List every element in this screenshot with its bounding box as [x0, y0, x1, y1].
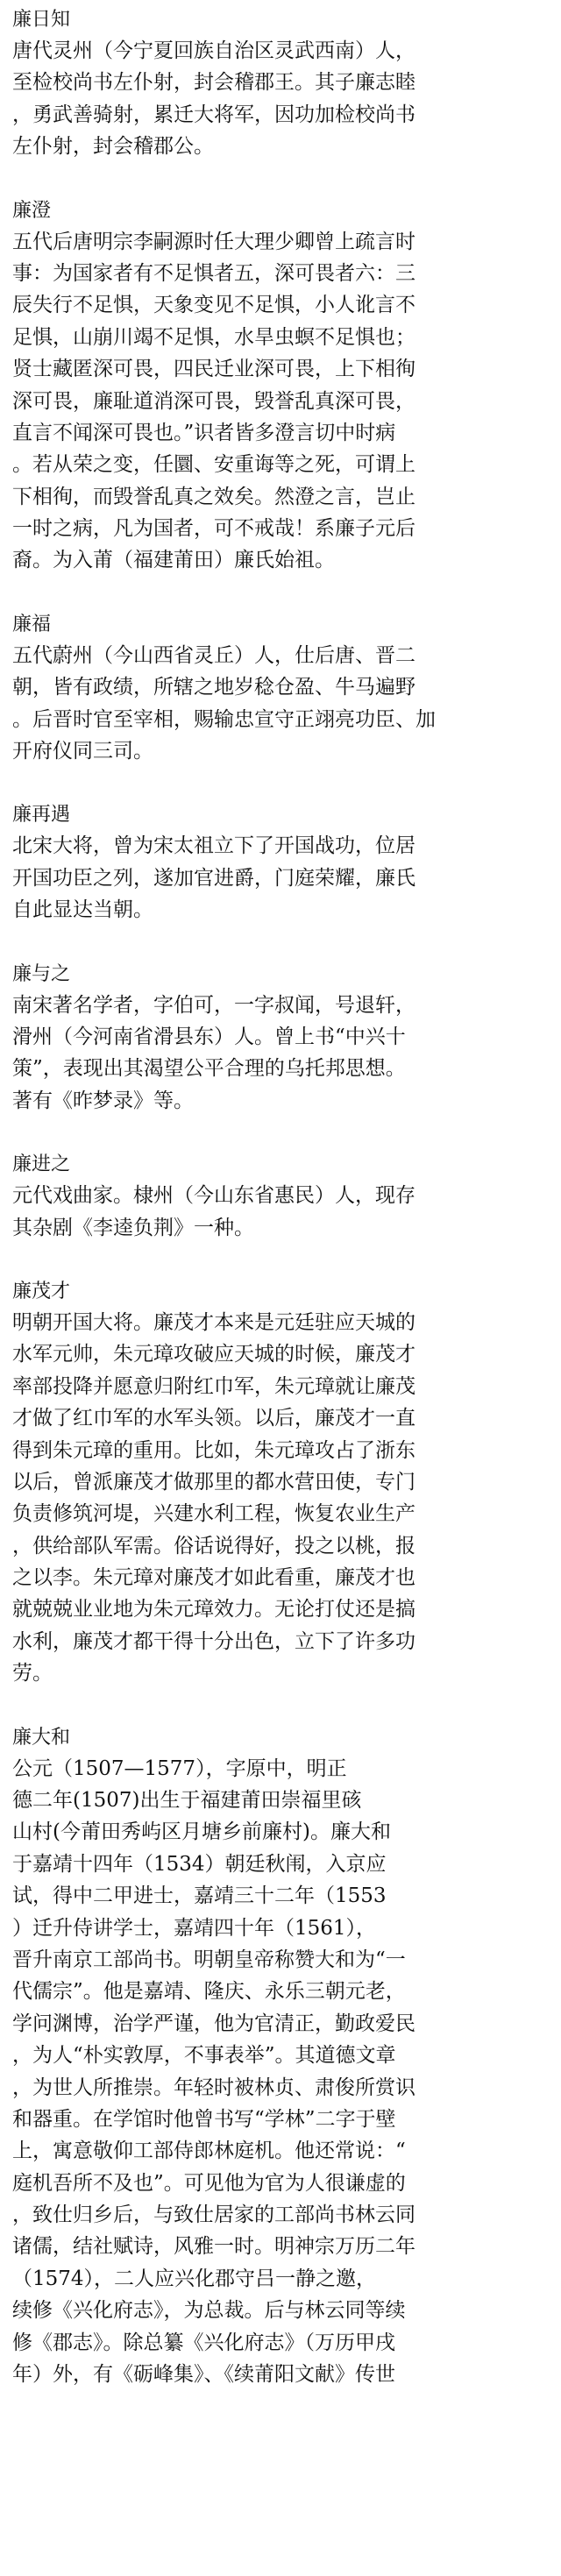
text-line: 明朝开国大将。廉茂才本来是元廷驻应天城的 [12, 1310, 415, 1334]
biography-entry [12, 1725, 547, 2391]
text-line: 贤士藏匿深可畏，四民迁业深可畏，上下相徇 [12, 358, 415, 381]
text-line: 代儒宗”。他是嘉靖、隆庆、永乐三朝元老， [12, 1980, 406, 2004]
text-line: 水军元帅，朱元璋攻破应天城的时候，廉茂才 [12, 1343, 415, 1366]
person-name: 廉进之 [12, 1153, 71, 1176]
text-line: 得到朱元璋的重用。比如，朱元璋攻占了浙东 [12, 1438, 415, 1462]
text-line: 才做了红巾军的水军头领。以后，廉茂才一直 [12, 1407, 415, 1430]
text-line: ，致仕归乡后，与致仕居家的工部尚书林云同 [12, 2203, 415, 2227]
text-line: 事：为国家者有不足惧者五，深可畏者六：三 [12, 261, 415, 285]
text-line: 开国功臣之列，遂加官进爵，门庭荣耀，廉氏 [12, 866, 415, 890]
text-line: ，为人“朴实敦厚，不事表举”。其道德文章 [12, 2044, 396, 2068]
text-line: 庭机吾所不及也”。可见他为官为人很谦虚的 [12, 2171, 406, 2195]
text-line: 学问渊博，治学严谨，他为官清正，勤政爱民 [12, 2012, 415, 2035]
biography-entry [12, 1279, 547, 1690]
person-name: 廉澄 [12, 199, 52, 222]
text-line: 其杂剧《李逵负荆》一种。 [12, 1216, 254, 1239]
entry-spacer [12, 1244, 547, 1279]
text-line: 试，得中二甲进士，嘉靖三十二年（1553 [12, 1884, 387, 1908]
text-line: 深可畏，廉耻道消深可畏，毁誉乱真深可畏， [12, 389, 415, 413]
text-line: 劳。 [12, 1662, 53, 1685]
text-line: 山村(今莆田秀屿区月塘乡前廉村)。廉大和 [12, 1820, 391, 1844]
text-line: 著有《昨梦录》等。 [12, 1089, 194, 1112]
text-line: ，勇武善骑射，累迁大将军，因功加检校尚书 [12, 103, 415, 126]
text-line: ，为世人所推崇。年轻时被林贞、肃俊所赏识 [12, 2076, 415, 2099]
biography-entry [12, 962, 547, 1118]
entry-spacer [12, 577, 547, 612]
text-line: 晋升南京工部尚书。明朝皇帝称赞大和为“一 [12, 1948, 406, 1971]
text-line: （1574），二人应兴化郡守吕一静之邀， [12, 2267, 377, 2290]
text-line: 诸儒，结社赋诗，风雅一时。明神宗万历二年 [12, 2235, 415, 2259]
text-line: 北宋大将，曾为宋太祖立下了开国战功，位居 [12, 834, 415, 858]
text-line: 至检校尚书左仆射，封会稽郡王。其子廉志睦 [12, 71, 415, 95]
text-line: 足惧，山崩川竭不足惧，水旱虫螟不足惧也； [12, 325, 415, 349]
text-line: 南宋著名学者，字伯可，一字叔闻，号退轩， [12, 993, 415, 1017]
text-line: 负责修筑河堤，兴建水利工程，恢复农业生产 [12, 1502, 415, 1526]
text-line: 德二年(1507)出生于福建莆田崇福里硋 [12, 1789, 362, 1813]
person-name: 廉福 [12, 613, 52, 635]
entry-spacer [12, 1117, 547, 1152]
text-line: 下相徇，而毁誉乱真之效矣。然澄之言，岂止 [12, 485, 415, 508]
text-line: 自此显达当朝。 [12, 898, 153, 922]
text-line: 直言不闻深可畏也。”识者皆多澄言切中时病 [12, 421, 396, 444]
biography-entry [12, 198, 547, 577]
text-line: 朝，皆有政绩，所辖之地岁稔仓盈、牛马遍野 [12, 676, 415, 699]
text-line: 之以李。朱元璋对廉茂才如此看重，廉茂才也 [12, 1566, 415, 1590]
text-line: 左仆射，封会稽郡公。 [12, 135, 214, 159]
text-line: 于嘉靖十四年（1534）朝廷秋闱，入京应 [12, 1852, 387, 1876]
text-line: 率部投降并愿意归附红巾军，朱元璋就让廉茂 [12, 1374, 415, 1398]
text-line: 唐代灵州（今宁夏回族自治区灵武西南）人， [12, 39, 415, 62]
text-line: 续修《兴化府志》，为总裁。后与林云同等续 [12, 2299, 406, 2323]
biography-entry [12, 1152, 547, 1244]
text-line: 裔。为入莆（福建莆田）廉氏始祖。 [12, 549, 335, 572]
entry-spacer [12, 1690, 547, 1725]
biography-entry [12, 802, 547, 926]
entry-spacer [12, 163, 547, 198]
text-line: 一时之病，凡为国者，可不戒哉！系廉子元后 [12, 517, 415, 541]
text-line: 和器重。在学馆时他曾书写“学林”二字于壁 [12, 2107, 396, 2131]
text-line: 。后晋时官至宰相，赐输忠宣守正翊亮功臣、加 [12, 707, 436, 731]
text-line: 。若从荣之变，任圜、安重诲等之死，可谓上 [12, 453, 415, 477]
entry-spacer [12, 767, 547, 802]
text-line: 五代蔚州（今山西省灵丘）人，仕后唐、晋二 [12, 643, 415, 667]
text-line: 以后，曾派廉茂才做那里的都水营田使，专门 [12, 1470, 415, 1494]
text-line: 年）外，有《砺峰集》、《续莆阳文献》传世 [12, 2363, 395, 2387]
person-name: 廉与之 [12, 962, 71, 985]
text-line: 元代戏曲家。棣州（今山东省惠民）人，现存 [12, 1184, 415, 1208]
text-line: ，供给部队军需。俗话说得好，投之以桃，报 [12, 1534, 415, 1558]
text-line: 公元（1507—1577），字原中，明正 [12, 1756, 347, 1780]
text-line: 上，寓意敬仰工部侍郎林庭机。他还常说：“ [12, 2140, 406, 2163]
entry-spacer [12, 926, 547, 962]
text-line: 策”，表现出其渴望公平合理的乌托邦思想。 [12, 1057, 406, 1081]
person-name: 廉大和 [12, 1726, 71, 1749]
text-line: 水利，廉茂才都干得十分出色，立下了许多功 [12, 1629, 415, 1653]
text-line: 辰失行不足惧，天象变见不足惧，小人讹言不 [12, 294, 415, 317]
text-line: 修《郡志》。除总纂《兴化府志》（万历甲戌 [12, 2331, 395, 2354]
text-line: 开府仪同三司。 [12, 740, 153, 763]
person-name: 廉再遇 [12, 804, 71, 827]
text-line: 五代后唐明宗李嗣源时任大理少卿曾上疏言时 [12, 230, 415, 253]
text-line: 就兢兢业业地为朱元璋效力。无论打仗还是搞 [12, 1598, 415, 1622]
biography-entry [12, 612, 547, 768]
text-line: ）迁升侍讲学士，嘉靖四十年（1561）， [12, 1916, 377, 1940]
text-line: 滑州（今河南省滑县东）人。曾上书“中兴十 [12, 1025, 406, 1048]
person-name: 廉日知 [12, 9, 71, 31]
person-name: 廉茂才 [12, 1280, 71, 1302]
biography-entry [12, 7, 547, 163]
